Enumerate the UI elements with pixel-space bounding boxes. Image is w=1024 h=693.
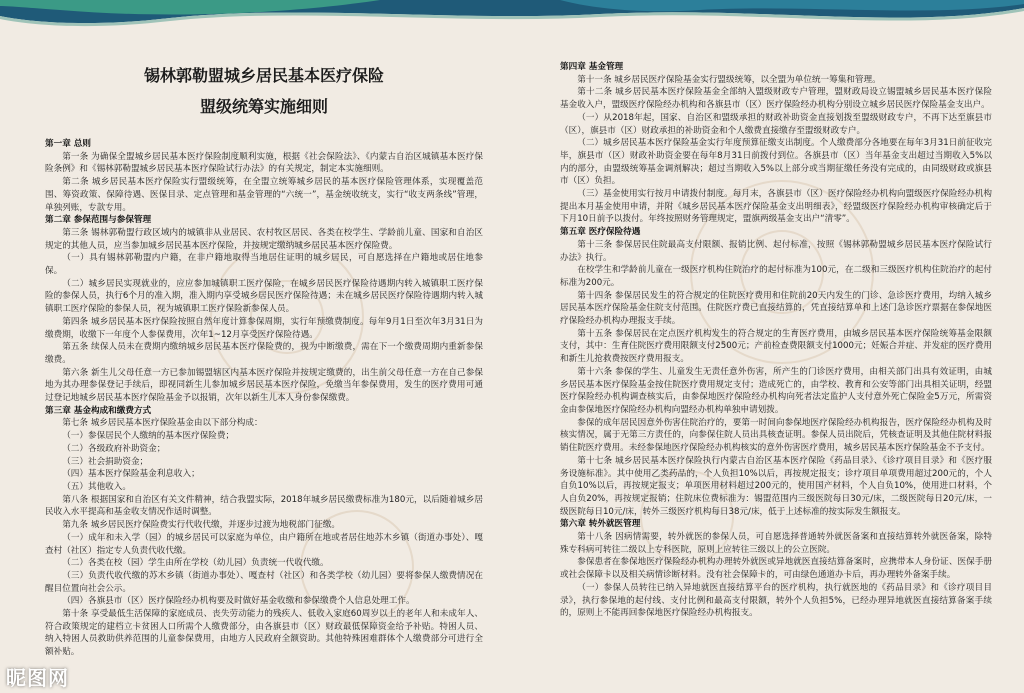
paragraph: （一）从2018年起，国家、自治区和盟级承担的财政补助资金直接划拨至盟级财政专户，不再下达至旗县市（区），旗县市（区）财政承担的补助资金和个人缴费直接缴存至盟级财政专户。 [560,112,992,136]
paragraph: 第三条 锡林郭勒盟行政区域内的城镇非从业居民、农村牧区居民、各类在校学生、学龄前儿童、国家和自治区规定的其他人员，应当参加城乡居民基本医疗保险，并按规定缴纳城乡居民基本医疗保险费。 [45,227,483,251]
watermark-logo-text: 昵图网 [6,666,69,690]
paragraph: 第一条 为确保全盟城乡居民基本医疗保险制度顺利实施，根据《社会保险法》、《内蒙古自治区城镇基本医疗保险条例》和《锡林郭勒盟城乡居民基本医疗保险试行办法》的有关规定，制定本实施细则。 [45,151,483,175]
left-column [45,0,483,693]
paragraph: 第十六条 参保的学生、儿童发生无责任意外伤害，所产生的门诊医疗费用，由相关部门出具有效证明，由城乡居民基本医疗保险基金按住院医疗费用规定支付；造成死亡的，由学校、教育和公安等部门出具相关证明，经盟医疗保险经办机构调查核实后，由参保地医疗保险经办机构向死者法定监护人支付意外死亡保险金5万元，所需资金由参保地医疗保险经办机构向盟经办机构单独申请划拨。 [560,366,992,415]
document-title-line1: 锡林郭勒盟城乡居民基本医疗保险 [143,66,384,85]
paragraph: （一）参保人员转往已纳入异地就医直接结算平台的医疗机构，执行就医地的《药品目录》和《诊疗项目目录》，执行参保地的起付线、支付比例和最高支付限额，转外个人负担5%，已经办理异地就医直接结算备案手续的，原则上不能再回参保地医疗保险经办机构报支。 [560,582,992,619]
paragraph: 第十二条 城乡居民基本医疗保险基金全部纳入盟级财政专户管理，盟财政局设立锡盟城乡居民基本医疗保险基金收入户，盟级医疗保险经办机构和各旗县市（区）医疗保险经办机构分别设立城乡居民医疗保险基金支出户。 [560,87,992,111]
paragraph: 第九条 城乡居民医疗保险费实行代收代缴，并逐步过渡为地税部门征缴。 [62,520,340,531]
paragraph: （一）成年和未入学（园）的城乡居民可以家庭为单位，由户籍所在地或者居住地苏木乡镇（街道办事处）、嘎查村（社区）指定专人负责代收代缴。 [45,532,483,556]
paragraph: 第七条 城乡居民基本医疗保险基金由以下部分构成： [62,418,263,429]
chapter-heading: 第四章 基金管理 [560,62,624,72]
paragraph: 参保的成年居民因意外伤害住院治疗的，要第一时间向参保地医疗保险经办机构报告，医疗保险经办机构及时核实情况，属于无第三方责任的，向参保住院人员出具核查证明。参保人员出院后，凭核查证明及其他住院材料报销住院医疗费用。未经参保地医疗保险经办机构核实的意外伤害医疗费用，城乡居民基本医疗保险基金不予支付。 [560,417,992,454]
chapter-heading: 第二章 参保范围与参保管理 [45,215,152,226]
paragraph: 第十七条 城乡居民基本医疗保险执行内蒙古自治区基本医疗保险《药品目录》、《诊疗项目目录》和《医疗服务设施标准》。其中使用乙类药品的，个人负担10%以后，再按规定报支；诊疗项目单项费用超过200元的，个人自负10%以后，再按规定报支；单项医用材料超过200元的，使用国产材料，个人自负10%，使用进口材料，个人自负20%，再按规定报销；住院床位费标准为：锡盟范围内三级医院每日30元/床，二级医院每日20元/床，一级医院每日10元/床，转外三级医疗机构每日38元/床，低于上述标准的按实际发生额报支。 [560,455,992,517]
paragraph: （一）参保居民个人缴纳的基本医疗保险费； [62,431,235,442]
paragraph: 第六条 新生儿父母任意一方已参加锡盟辖区内基本医疗保险并按规定缴费的，出生前父母任意一方在自己参保地为其办理参保登记手续后，即视同新生儿参加城乡居民基本医疗保险，免缴当年参保费用，发生的医疗费用可通过登记地城乡居民基本医疗保险基金予以报销，次年以新生儿本人身份参保缴费。 [45,367,483,404]
paragraph: 第十条 享受最低生活保障的家庭成员、丧失劳动能力的残疾人、低收入家庭60周岁以上的老年人和未成年人、符合政策规定的建档立卡贫困人口所需个人缴费部分，由各旗县市（区）财政最低保障资金给予补贴。特困人员、纳入特困人员救助供养范围的儿童参保费用，由地方人民政府全额资助。其他特殊困难群体个人缴费部分可进行全额补贴。 [45,609,483,658]
paragraph: 第五条 续保人员未在费期内缴纳城乡居民基本医疗保险费的，视为中断缴费，需在下一个缴费周期内重新参保缴费。 [45,342,483,365]
paragraph: 第十一条 城乡居民医疗保险基金实行盟级统筹，以全盟为单位统一筹集和管理。 [577,74,881,85]
paragraph: （一）具有锡林郭勒盟内户籍，在非户籍地取得当地居住证明的城乡居民，可自愿选择在户籍地或居住地参保。 [45,253,483,277]
chapter-heading: 第三章 基金构成和缴费方式 [45,405,152,416]
paragraph: 在校学生和学龄前儿童在一级医疗机构住院治疗的起付标准为100元，在二级和三级医疗机构住院治疗的起付标准为200元。 [560,265,992,288]
paragraph: 第十四条 参保居民发生的符合规定的住院医疗费用和住院前20天内发生的门诊、急诊医疗费用，均纳入城乡居民基本医疗保险基金住院支付范围。住院医疗费已直接结算的，凭直接结算单和上述门急诊医疗票据在参保地医疗保险经办机构办理报支手续。 [560,290,992,327]
paragraph: 第八条 根据国家和自治区有关文件精神，结合我盟实际，2018年城乡居民缴费标准为180元，以后随着城乡居民收入水平提高和基金收支情况作适时调整。 [45,494,483,518]
paragraph: 第十三条 参保居民住院最高支付限额、报销比例、起付标准，按照《锡林郭勒盟城乡居民基本医疗保险试行办法》执行。 [560,239,992,263]
left-column-body [45,138,483,659]
paragraph: （三）负责代收代缴的苏木乡镇（街道办事处）、嘎查村（社区）和各类学校（幼儿园）要将参保人缴费情况在醒目位置向社会公示。 [45,570,483,594]
paragraph: （二）城乡居民实现就业的，应应参加城镇职工医疗保险，在城乡居民医疗保险待遇期内转入城镇职工医疗保险的参保人员，执行6个月的准入期，准入期内享受城乡居民医疗保险待遇；未在城乡居民医疗保险待遇期内转入城镇职工医疗保险的参保人员，视为城镇职工医疗保险新参保人员。 [45,278,483,315]
paragraph: 第十八条 因病情需要，转外就医的参保人员，可自愿选择普通转外就医备案和直接结算转外就医备案，除特殊专科病可转往二级以上专科医院，原则上应转往三级以上的公立医院。 [560,532,992,555]
paragraph: 第十五条 参保居民在定点医疗机构发生的符合规定的生育医疗费用，由城乡居民基本医疗保险统筹基金限额支付，其中：生育住院医疗费用限额支付2500元；产前检查费限额支付1000元；妊娠合并症、并发症的医疗费用和新生儿抢救费按医疗费用报支。 [560,328,992,365]
right-column-body [560,61,992,620]
paragraph: （二）各级政府补助资金； [62,443,166,454]
paragraph: 第二条 城乡居民基本医疗保险实行盟级统筹，在全盟立统筹城乡居民的基本医疗保险管理体系，实现覆盖范围、筹资政策、保障待遇、医保目录、定点管理和基金管理的“六统一”，基金统收统支，实行“收支两条线”管理，单独列账，专款专用。 [45,177,483,213]
document-title-line2: 盟级统筹实施细则 [199,97,328,116]
paragraph: （四）基本医疗保险基金利息收入； [62,469,200,480]
paragraph: 参保患者在参保地医疗保险经办机构办理转外就医或异地就医直接结算备案时，应携带本人身份证、医保手册或社会保障卡以及相关病情诊断材料。没有社会保障卡的，可由绿色通道办卡后，再办理转外备案手续。 [560,557,992,581]
paragraph: （二）各类在校（园）学生由所在学校（幼儿园）负责统一代收代缴。 [62,558,329,569]
paragraph: （五）其他收入。 [62,481,131,492]
paragraph: （四）各旗县市（区）医疗保险经办机构要及时做好基金收缴和参保缴费个人信息处理工作。 [62,596,415,607]
right-column [560,0,992,693]
paragraph: （三）基金使用实行按月申请拨付制度。每月末，各旗县市（区）医疗保险经办机构向盟级医疗保险经办机构提出本月基金使用申请，并附《城乡居民基本医疗保险基金支出明细表》，经盟级医疗保险经办机构审核确定后于下月10日前予以拨付。年终按照财务管理规定，盟旗两级基金支出户“清零”。 [560,189,992,225]
paragraph: （二）城乡居民基本医疗保险基金实行年度预算征缴支出制度。个人缴费部分各地要在每年3月31日前征收完毕，旗县市（区）财政补助资金要在每年8月31日前拨付到位。各旗县市（区）当年基金支出超过当期收入5%以内的部分，由盟级统筹基金调剂解决；超过当期收入5%以上部分或当期征缴任务没有完成的，由同级财政或旗县市（区）负担。 [560,138,992,187]
chapter-heading: 第五章 医疗保险待遇 [560,227,641,238]
paragraph: 第四条 城乡居民基本医疗保险按照自然年度计算参保周期，实行年预缴费制度。每年9月1日至次年3月31日为缴费期，收缴下一年度个人参保费用，次年1~12月享受医疗保险待遇。 [45,316,483,340]
chapter-heading: 第一章 总则 [45,139,91,149]
chapter-heading: 第六章 转外就医管理 [560,519,641,530]
paragraph: （三）社会捐助资金； [62,456,149,467]
